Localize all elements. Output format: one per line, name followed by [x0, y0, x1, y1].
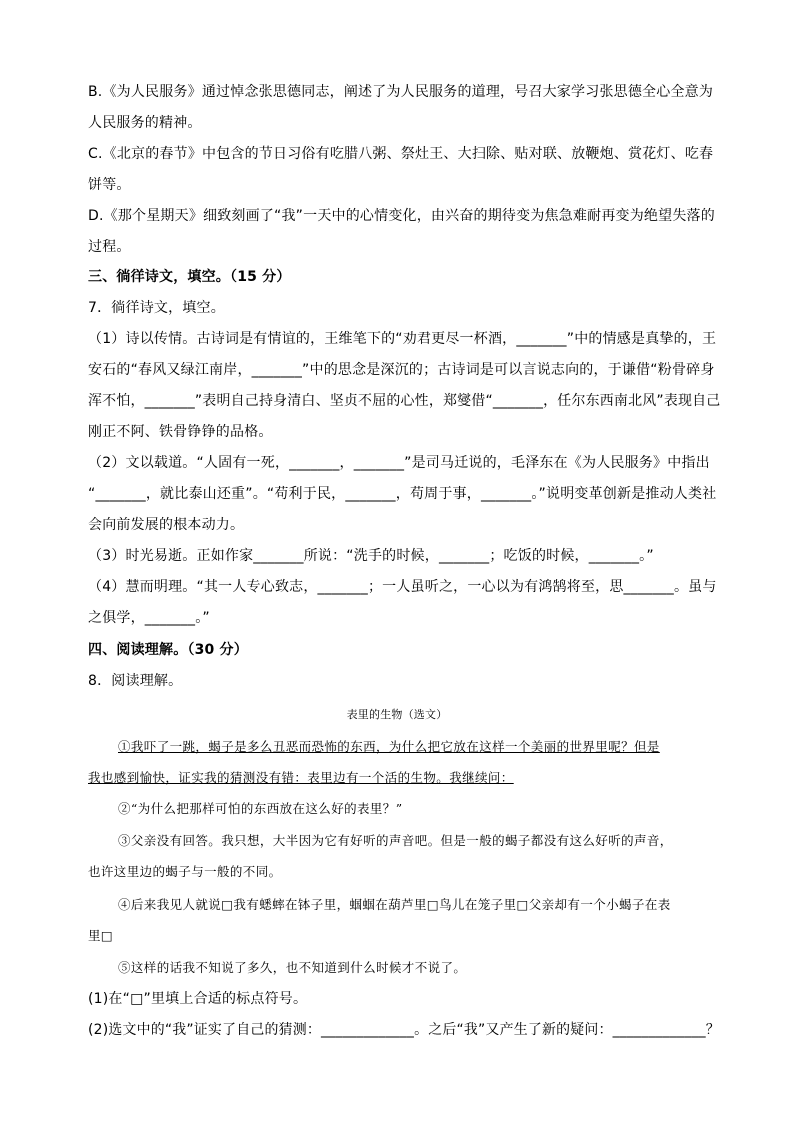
- q7-part4-line-1: （4）慧而明理。“其一人专心致志，_______；一人虽听之，一心以为有鸿鹄将至，思_______。虽与: [88, 579, 717, 595]
- passage-para-1-line-2: 我也感到愉快，证实我的猜测没有错：表里边有一个活的生物。我继续问：: [88, 770, 514, 785]
- option-d-line-2: 过程。: [88, 239, 131, 255]
- question-7-title: 7．徜徉诗文，填空。: [88, 300, 225, 316]
- passage-para-2: ②“为什么把那样可怕的东西放在这么好的表里？”: [118, 801, 403, 816]
- q7-part2-line-1: （2）文以载道。“人固有一死，_______，_______”是司马迁说的，毛泽东在《为人民服务》中指出: [88, 455, 710, 471]
- q8-subquestion-1: (1)在“□”里填上合适的标点符号。: [88, 991, 308, 1007]
- option-c-line-2: 饼等。: [88, 177, 131, 193]
- q7-part4-line-2: 之俱学，_______。”: [88, 610, 210, 626]
- q7-part1-line-3: 浑不怕，_______”表明自己持身清白、坚贞不屈的心性，郑燮借“_______，任尔东西南北风”表现自己: [88, 393, 721, 409]
- q7-part2-line-3: 会向前发展的根本动力。: [88, 517, 245, 533]
- option-d-line-1: D.《那个星期天》细致刻画了“我”一天中的心情变化，由兴奋的期待变为焦急难耐再变为绝望失落的: [88, 208, 715, 224]
- passage-para-4-line-1: ④后来我见人就说□我有蟋蟀在钵子里，蝈蝈在葫芦里□鸟儿在笼子里□父亲却有一个小蝎子在表: [118, 897, 671, 912]
- option-c-line-1: C.《北京的春节》中包含的节日习俗有吃腊八粥、祭灶王、大扫除、贴对联、放鞭炮、赏花灯、吃春: [88, 146, 714, 162]
- passage-para-3-line-1: ③父亲没有回答。我只想，大半因为它有好听的声音吧。但是一般的蝎子都没有这么好听的声音，: [118, 833, 673, 848]
- question-8-title: 8．阅读理解。: [88, 673, 183, 689]
- section-four-heading: 四、阅读理解。（30 分）: [88, 642, 248, 658]
- q7-part1-line-4: 刚正不阿、铁骨铮铮的品格。: [88, 424, 273, 440]
- passage-para-4-line-2: 里□: [88, 928, 114, 943]
- q8-subquestion-2: (2)选文中的“我”证实了自己的猜测：_____________。之后“我”又产生了新的疑问：_____________？: [88, 1022, 720, 1038]
- section-three-heading: 三、徜徉诗文，填空。（15 分）: [88, 269, 291, 285]
- passage-title: 表里的生物（选文）: [346, 708, 448, 721]
- passage-para-3-line-2: 也许这里边的蝎子与一般的不同。: [88, 864, 282, 879]
- passage-para-1-line-1: ①我吓了一跳，蝎子是多么丑恶而恐怖的东西，为什么把它放在这样一个美丽的世界里呢？但是: [118, 739, 660, 754]
- passage-para-5: ⑤这样的话我不知说了多久，也不知道到什么时候才不说了。: [118, 960, 467, 975]
- q7-part1-line-2: 安石的“春风又绿江南岸，_______”中的思念是深沉的；古诗词是可以言说志向的，于谦借“粉骨碎身: [88, 362, 715, 378]
- q7-part2-line-2: “_______，就比泰山还重”。“苟利于民，_______，苟周于事，_______。”说明变革创新是推动人类社: [88, 486, 717, 502]
- q7-part1-line-1: （1）诗以传情。古诗词是有情谊的，王维笔下的“劝君更尽一杯酒，_______”中的情感是真挚的，王: [88, 331, 717, 347]
- option-b-line-2: 人民服务的精神。: [88, 115, 202, 131]
- q7-part3-line: （3）时光易逝。正如作家_______所说：“洗手的时候，_______；吃饭的时候，_______。”: [88, 548, 654, 564]
- option-b-line-1: B.《为人民服务》通过悼念张思德同志，阐述了为人民服务的道理，号召大家学习张思德全心全意为: [88, 84, 714, 100]
